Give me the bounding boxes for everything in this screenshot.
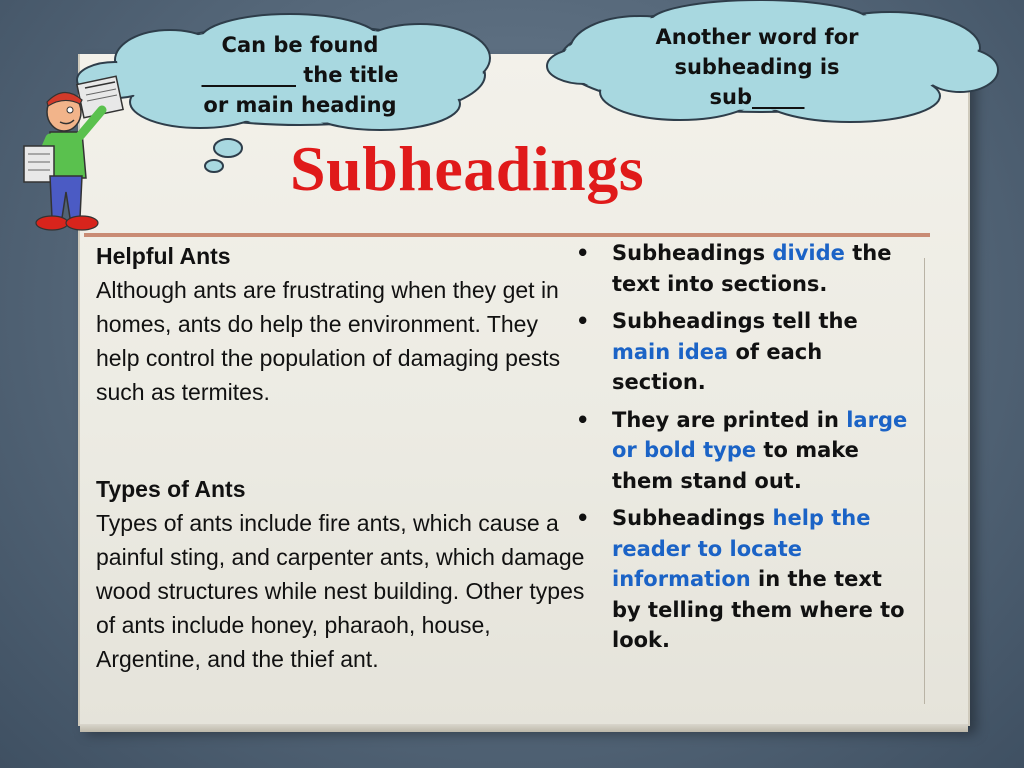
list-item <box>574 503 914 656</box>
left-cloud-line-2: _________ the title <box>201 63 399 87</box>
subheading-helpful-ants: Helpful Ants <box>96 243 231 269</box>
bullet-highlight: help the reader to locate information <box>612 506 871 591</box>
bullet-text: They are printed in <box>612 407 847 432</box>
list-item <box>574 306 914 398</box>
list-item <box>574 238 914 299</box>
paragraph-types-of-ants: Types of ants include fire ants, which cause a painful sting, and carpenter ants, which damage wood structures while nest building. Other types of ants include honey, pharaoh, house, Argentine, and the thief ant. <box>96 510 585 672</box>
bullet-icon: • <box>576 506 590 530</box>
bullet-text: the text into sections. <box>612 241 892 296</box>
title-divider <box>84 233 930 237</box>
bullet-highlight: large or bold type <box>612 407 908 462</box>
bullet-text: Subheadings <box>612 241 773 265</box>
right-cloud-text <box>612 22 902 112</box>
bullet-highlight: divide <box>772 241 845 265</box>
subheading-types-of-ants: Types of Ants <box>96 476 246 502</box>
left-cloud-line-3: or main heading <box>203 93 397 117</box>
paragraph-helpful-ants: Although ants are frustrating when they get in homes, ants do help the environment. They help control the population of damaging pests such as termites. <box>96 277 561 405</box>
right-cloud-line-2: subheading is <box>674 55 840 79</box>
bullet-text: to make them stand out. <box>612 438 859 493</box>
subheading-facts-list <box>574 238 914 663</box>
slide-title: Subheadings <box>290 133 645 204</box>
list-item <box>574 405 914 497</box>
newspaper-boy-icon <box>20 70 130 235</box>
bullet-icon: • <box>576 407 590 432</box>
left-cloud-text <box>150 30 450 120</box>
bullet-text: in the text by telling them where to look. <box>612 567 905 652</box>
right-cloud-line-1: Another word for <box>655 25 859 49</box>
bullet-highlight: main idea <box>612 339 729 364</box>
article-section-helpful-ants <box>96 239 586 409</box>
bullet-text: Subheadings <box>612 506 773 530</box>
right-cloud-line-3: sub_____ <box>709 85 805 109</box>
bullet-icon: • <box>576 309 590 333</box>
bullet-icon: • <box>576 241 590 265</box>
article-section-types-of-ants <box>96 472 586 676</box>
column-edge-line <box>924 258 925 704</box>
bullet-text: Subheadings tell the <box>612 309 858 333</box>
left-cloud-line-1: Can be found <box>221 33 379 57</box>
bullet-text: of each section. <box>612 339 823 394</box>
